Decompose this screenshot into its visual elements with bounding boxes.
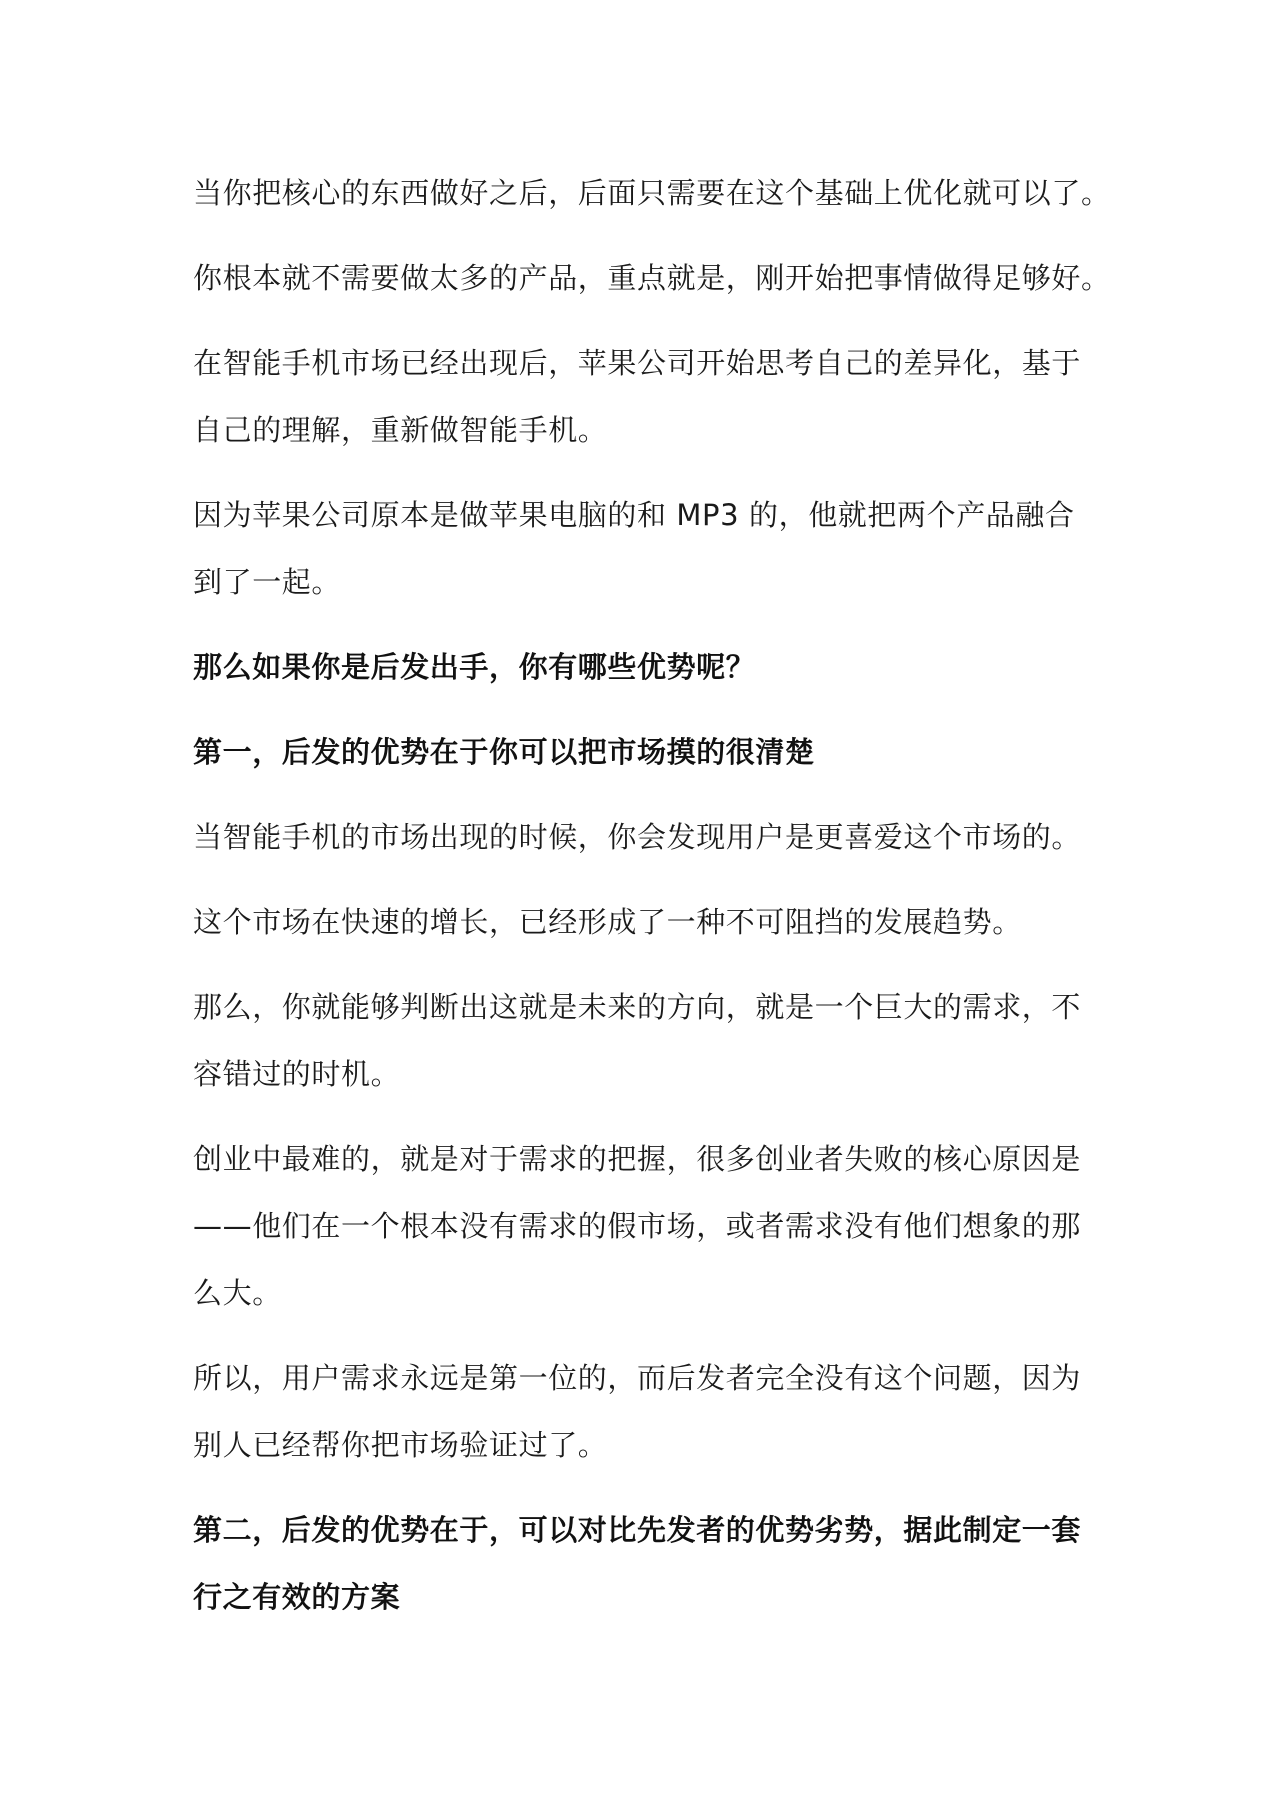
section-first-advantage-heading <box>193 719 1093 786</box>
heading-line: 行之有效的方案 <box>193 1580 401 1614</box>
paragraph-line: 么大。 <box>193 1276 282 1310</box>
document-body <box>193 160 1111 1631</box>
paragraph-4 <box>193 482 1093 616</box>
paragraph-2 <box>193 245 1111 312</box>
paragraph-line: 在智能手机市场已经出现后，苹果公司开始思考自己的差异化，基于 <box>193 346 1082 380</box>
paragraph-line: 容错过的时机。 <box>193 1057 401 1091</box>
paragraph-line: 到了一起。 <box>193 565 342 599</box>
paragraph-10 <box>193 1126 1093 1327</box>
paragraph-line: ——他们在一个根本没有需求的假市场，或者需求没有他们想象的那 <box>193 1209 1082 1243</box>
heading-line: 第一，后发的优势在于你可以把市场摸的很清楚 <box>193 735 815 769</box>
paragraph-3 <box>193 330 1093 464</box>
paragraph-line: 当你把核心的东西做好之后，后面只需要在这个基础上优化就可以了。 <box>193 176 1111 210</box>
paragraph-line: 别人已经帮你把市场验证过了。 <box>193 1428 608 1462</box>
paragraph-8 <box>193 889 1093 956</box>
paragraph-7 <box>193 804 1093 871</box>
paragraph-line: 因为苹果公司原本是做苹果电脑的和 MP3 的，他就把两个产品融合 <box>193 498 1075 532</box>
paragraph-11 <box>193 1345 1093 1479</box>
paragraph-line: 这个市场在快速的增长，已经形成了一种不可阻挡的发展趋势。 <box>193 905 1022 939</box>
paragraph-line: 当智能手机的市场出现的时候，你会发现用户是更喜爱这个市场的。 <box>193 820 1082 854</box>
section-question-heading <box>193 634 1093 701</box>
paragraph-line: 你根本就不需要做太多的产品，重点就是，刚开始把事情做得足够好。 <box>193 261 1111 295</box>
heading-line: 第二，后发的优势在于，可以对比先发者的优势劣势，据此制定一套 <box>193 1513 1082 1547</box>
paragraph-1 <box>193 160 1111 227</box>
paragraph-9 <box>193 974 1093 1108</box>
paragraph-line: 自己的理解，重新做智能手机。 <box>193 413 608 447</box>
heading-line: 那么如果你是后发出手，你有哪些优势呢？ <box>193 650 756 684</box>
paragraph-line: 创业中最难的，就是对于需求的把握，很多创业者失败的核心原因是 <box>193 1142 1082 1176</box>
paragraph-line: 那么，你就能够判断出这就是未来的方向，就是一个巨大的需求，不 <box>193 990 1082 1024</box>
paragraph-line: 所以，用户需求永远是第一位的，而后发者完全没有这个问题，因为 <box>193 1361 1082 1395</box>
section-second-advantage-heading <box>193 1497 1093 1631</box>
